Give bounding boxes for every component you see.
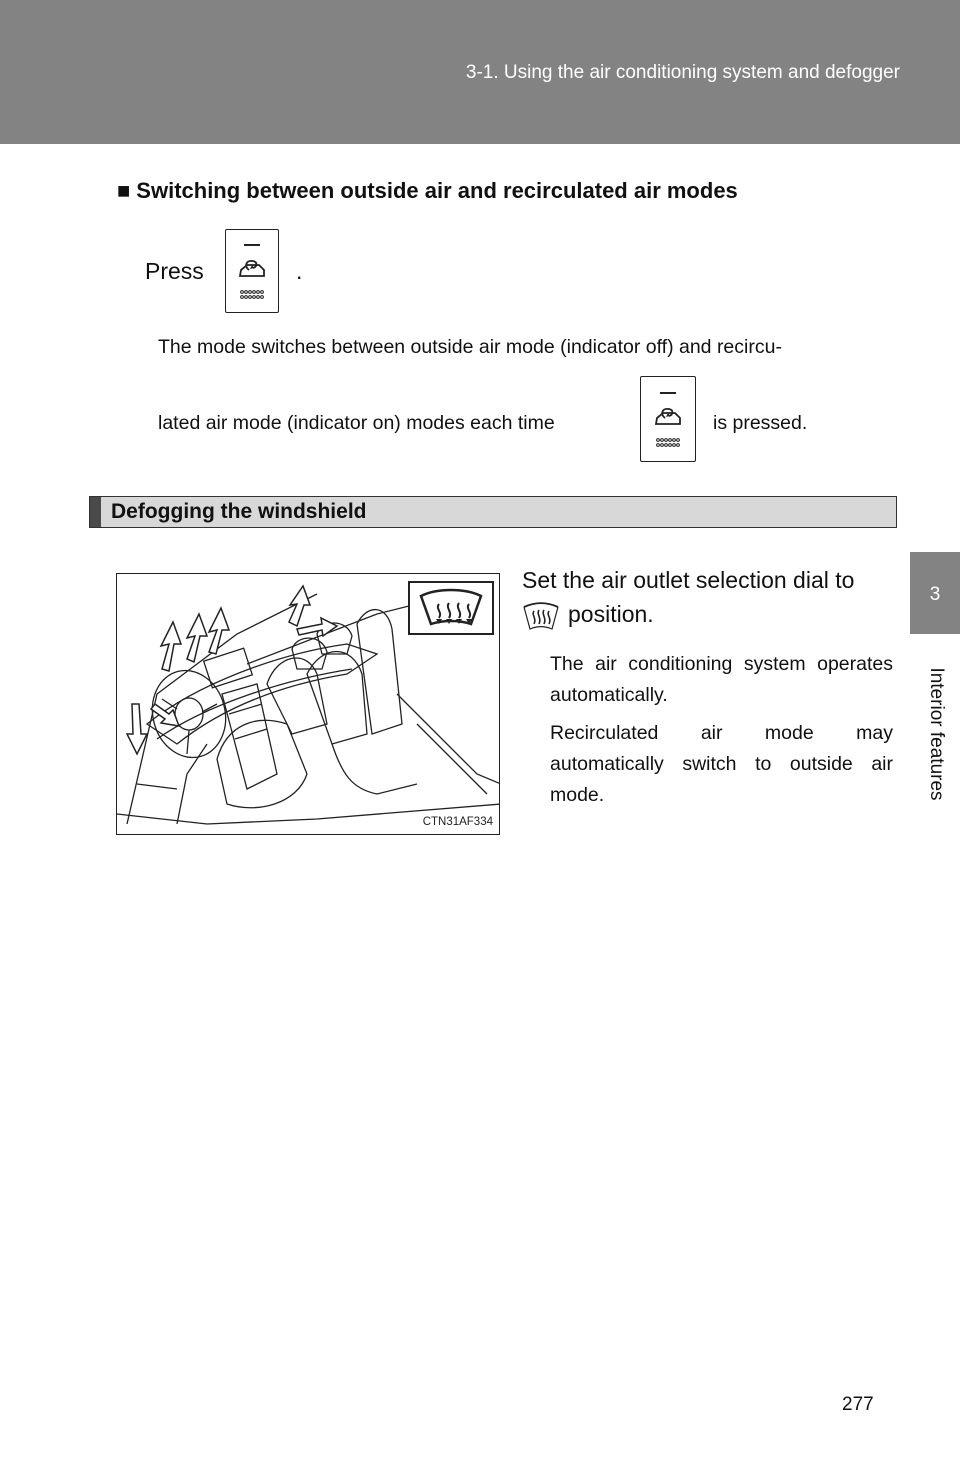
mode-description-line2-end: is pressed.: [713, 412, 808, 434]
windshield-defroster-icon-inline: [521, 599, 561, 638]
page-number: 277: [842, 1394, 874, 1415]
instruction-line1: Set the air outlet selection dial to: [522, 567, 855, 593]
header-title: 3-1. Using the air conditioning system and defogger: [465, 62, 900, 83]
section-title-bar: [89, 496, 897, 528]
figure-code: CTN31AF334: [422, 816, 493, 828]
note-automatic-operation: The air conditioning system operates automatically.: [550, 653, 893, 706]
chapter-label-container: [914, 644, 958, 824]
press-label: Press: [145, 258, 204, 284]
recirculation-button-icon: [225, 229, 279, 313]
recirculation-button-icon-inline: [640, 376, 696, 462]
page-header: [0, 0, 960, 144]
defogging-illustration: [116, 573, 500, 835]
bullet-square: ■: [117, 178, 131, 203]
section-accent: [90, 497, 101, 527]
section-heading: [117, 178, 738, 204]
chapter-label: Interior features: [926, 667, 947, 801]
section-title: Defogging the windshield: [111, 500, 367, 523]
instruction-line2: position.: [568, 601, 654, 627]
note-recirculation-switch: Recirculated air mode may automatically switch to outside air mode.: [550, 722, 893, 806]
chapter-number: 3: [929, 584, 941, 605]
mode-description-line2: lated air mode (indicator on) modes each time: [158, 412, 555, 434]
mode-description-line1: The mode switches between outside air mode (indicator off) and recircu-: [158, 336, 782, 358]
car-interior-illustration: [117, 574, 500, 835]
chapter-tab: [910, 552, 960, 634]
heading-text: Switching between outside air and recirculated air modes: [136, 178, 738, 203]
press-period: .: [296, 258, 303, 284]
